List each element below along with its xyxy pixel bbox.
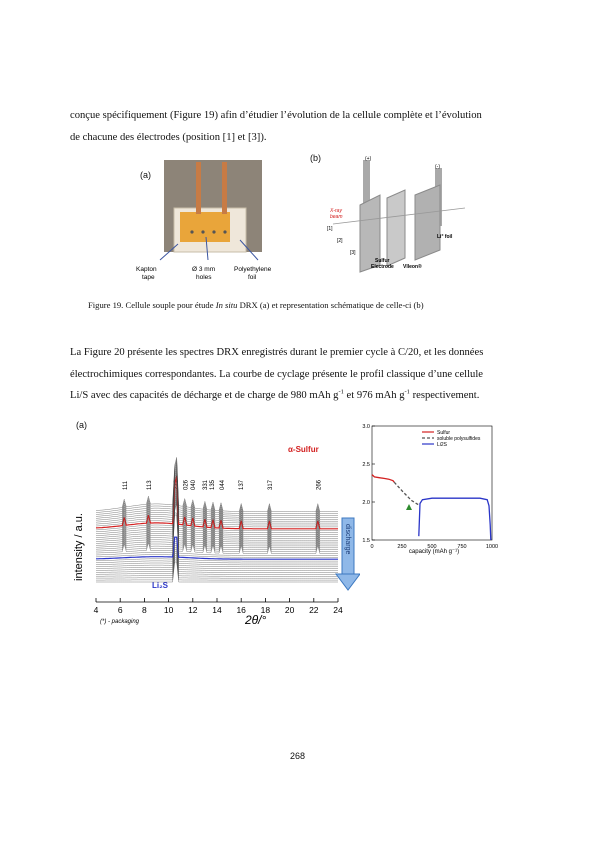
discharge-label: discharge (344, 524, 351, 555)
capacity-xlabel: capacity (mAh g⁻¹) (408, 549, 460, 555)
li-foil-label: Li° foil (437, 234, 453, 240)
capacity-plot-frame (372, 426, 492, 540)
figure-19b (305, 150, 475, 280)
position-1-label: [1] (327, 226, 333, 232)
xrd-x-tick-label: 24 (333, 605, 343, 615)
capacity-chart (352, 418, 502, 558)
capacity-x-tick-label: 250 (397, 544, 407, 550)
paragraph-2 (70, 342, 530, 407)
paragraph-2-line-1: La Figure 20 présente les spectres DRX enregistrés durant le premier cycle à C/20, et les données (70, 347, 484, 358)
peak-label: 040 (190, 479, 197, 490)
holes-label-2: holes (196, 274, 212, 281)
figure-19-caption (88, 300, 518, 311)
peak-label: 044 (219, 479, 226, 490)
capacity-x-tick-label: 500 (427, 544, 437, 550)
figure-20-capacity-chart (352, 418, 502, 558)
peak-label: 113 (147, 480, 154, 490)
peak-label: 135 (210, 479, 217, 490)
capacity-y-tick-label: 2.5 (362, 462, 370, 468)
series-line-2 (419, 498, 491, 540)
peak-label: 137 (239, 479, 246, 490)
poly-label-1: Polyethylene (234, 266, 272, 273)
peak-label: 317 (268, 479, 275, 490)
capacity-x-tick-label: 0 (370, 544, 374, 550)
packaging-note: (*) - packaging (100, 619, 140, 625)
xrd-pattern (96, 537, 338, 559)
plus-terminal-label: (+) (365, 156, 372, 162)
position-2-label: [2] (337, 238, 343, 244)
xrd-pattern (96, 476, 338, 529)
xrd-ylabel: intensity / a.u. (73, 513, 85, 581)
paragraph-2-line-2: électrochimiques correspondantes. La courbe de cyclage présente le profil classique d’une cellule (70, 368, 483, 380)
xrd-x-tick-label: 10 (163, 605, 174, 615)
xrd-pattern (96, 470, 338, 523)
kapton-label-1: Kapton (136, 266, 157, 273)
xrd-pattern (96, 472, 338, 525)
caption-suffix: DRX (a) et representation schématique de celle-ci (b) (237, 300, 424, 310)
capacity-x-tick-label: 750 (457, 544, 467, 550)
paragraph-1-line-2: de chacune des électrodes (position [1] et [3]). (70, 131, 267, 143)
poly-label-2: foil (248, 274, 257, 281)
xray-label-2: beam (330, 214, 343, 220)
sulfur-electrode-label-2: Electrode (371, 264, 394, 270)
position-3-label: [3] (350, 250, 356, 256)
xrd-pattern (96, 478, 338, 531)
caption-prefix: Figure 19. Cellule souple pour étude (88, 300, 216, 310)
xray-label-1: X-ray (330, 208, 342, 214)
kapton-label-2: tape (142, 274, 155, 281)
paragraph-1-line-1: conçue spécifiquement (Figure 19) afin d’étudier l’évolution de la cellule complète et l’évolution (70, 110, 482, 121)
xrd-x-tick-label: 22 (309, 605, 319, 615)
capacity-y-tick-label: 2.0 (362, 500, 370, 506)
xrd-pattern (96, 460, 338, 514)
xrd-pattern (96, 464, 338, 518)
xrd-x-tick-label: 6 (117, 605, 123, 615)
xrd-pattern (96, 466, 338, 520)
paragraph-1 (70, 105, 530, 148)
figure-19b-label: (b) (310, 153, 321, 163)
figure-19a-photo (130, 152, 275, 292)
peak-label: 026 (183, 479, 190, 490)
xrd-x-tick-label: 14 (212, 605, 222, 615)
xrd-x-tick-label: 18 (260, 605, 271, 615)
series-line-1 (394, 482, 419, 505)
xrd-x-tick-label: 4 (93, 605, 99, 615)
legend-entry: Sulfur (437, 430, 451, 436)
xrd-xlabel: 2θ/° (245, 613, 267, 627)
xrd-x-tick-label: 20 (284, 605, 295, 615)
peak-label: 222 (173, 479, 180, 490)
xrd-x-tick-label: 16 (236, 605, 246, 615)
figure-19b-schematic (305, 150, 475, 280)
charge-arrow-icon (406, 504, 412, 510)
xrd-pattern (96, 457, 338, 511)
xrd-patterns (60, 412, 360, 634)
alpha-sulfur-label: α-Sulfur (288, 445, 319, 454)
peak-label: 111 (123, 480, 130, 490)
paragraph-2-line-3: Li/S avec des capacités de décharge et de charge de 980 mAh $g^{-1}$ et 976 mAh $g^{-1}$ respectivement. (70, 388, 480, 401)
figure-19a-label: (a) (140, 170, 151, 180)
capacity-x-tick-label: 1000 (485, 544, 499, 550)
series-line-0 (372, 475, 394, 483)
caption-italic: In situ (215, 300, 238, 310)
figure-19a (130, 152, 270, 292)
xrd-pattern (96, 462, 338, 516)
xrd-x-tick-label: 12 (188, 605, 198, 615)
sulfur-electrode-label-1: Sulfur (375, 258, 390, 264)
page-number: 268 (289, 751, 306, 761)
holes-label-1: Ø 3 mm (192, 266, 216, 273)
xrd-pattern (96, 468, 338, 521)
legend-entry: Li2S (437, 442, 448, 448)
vlleon-label: Vlleon® (403, 264, 422, 270)
xrd-x-tick-label: 8 (142, 605, 147, 615)
li2s-label: Li₂S (152, 581, 168, 590)
legend-entry: soluble polysulfides (437, 436, 481, 442)
figure-20a-label: (a) (76, 420, 87, 430)
xrd-pattern (96, 552, 338, 573)
figure-20a (60, 412, 360, 634)
peak-label: 266 (316, 479, 323, 490)
minus-terminal-label: (-) (435, 164, 440, 170)
capacity-y-tick-label: 3.0 (362, 424, 370, 430)
peak-label: 331 (202, 479, 209, 490)
capacity-y-tick-label: 1.5 (362, 538, 370, 544)
xrd-pattern (96, 474, 338, 527)
